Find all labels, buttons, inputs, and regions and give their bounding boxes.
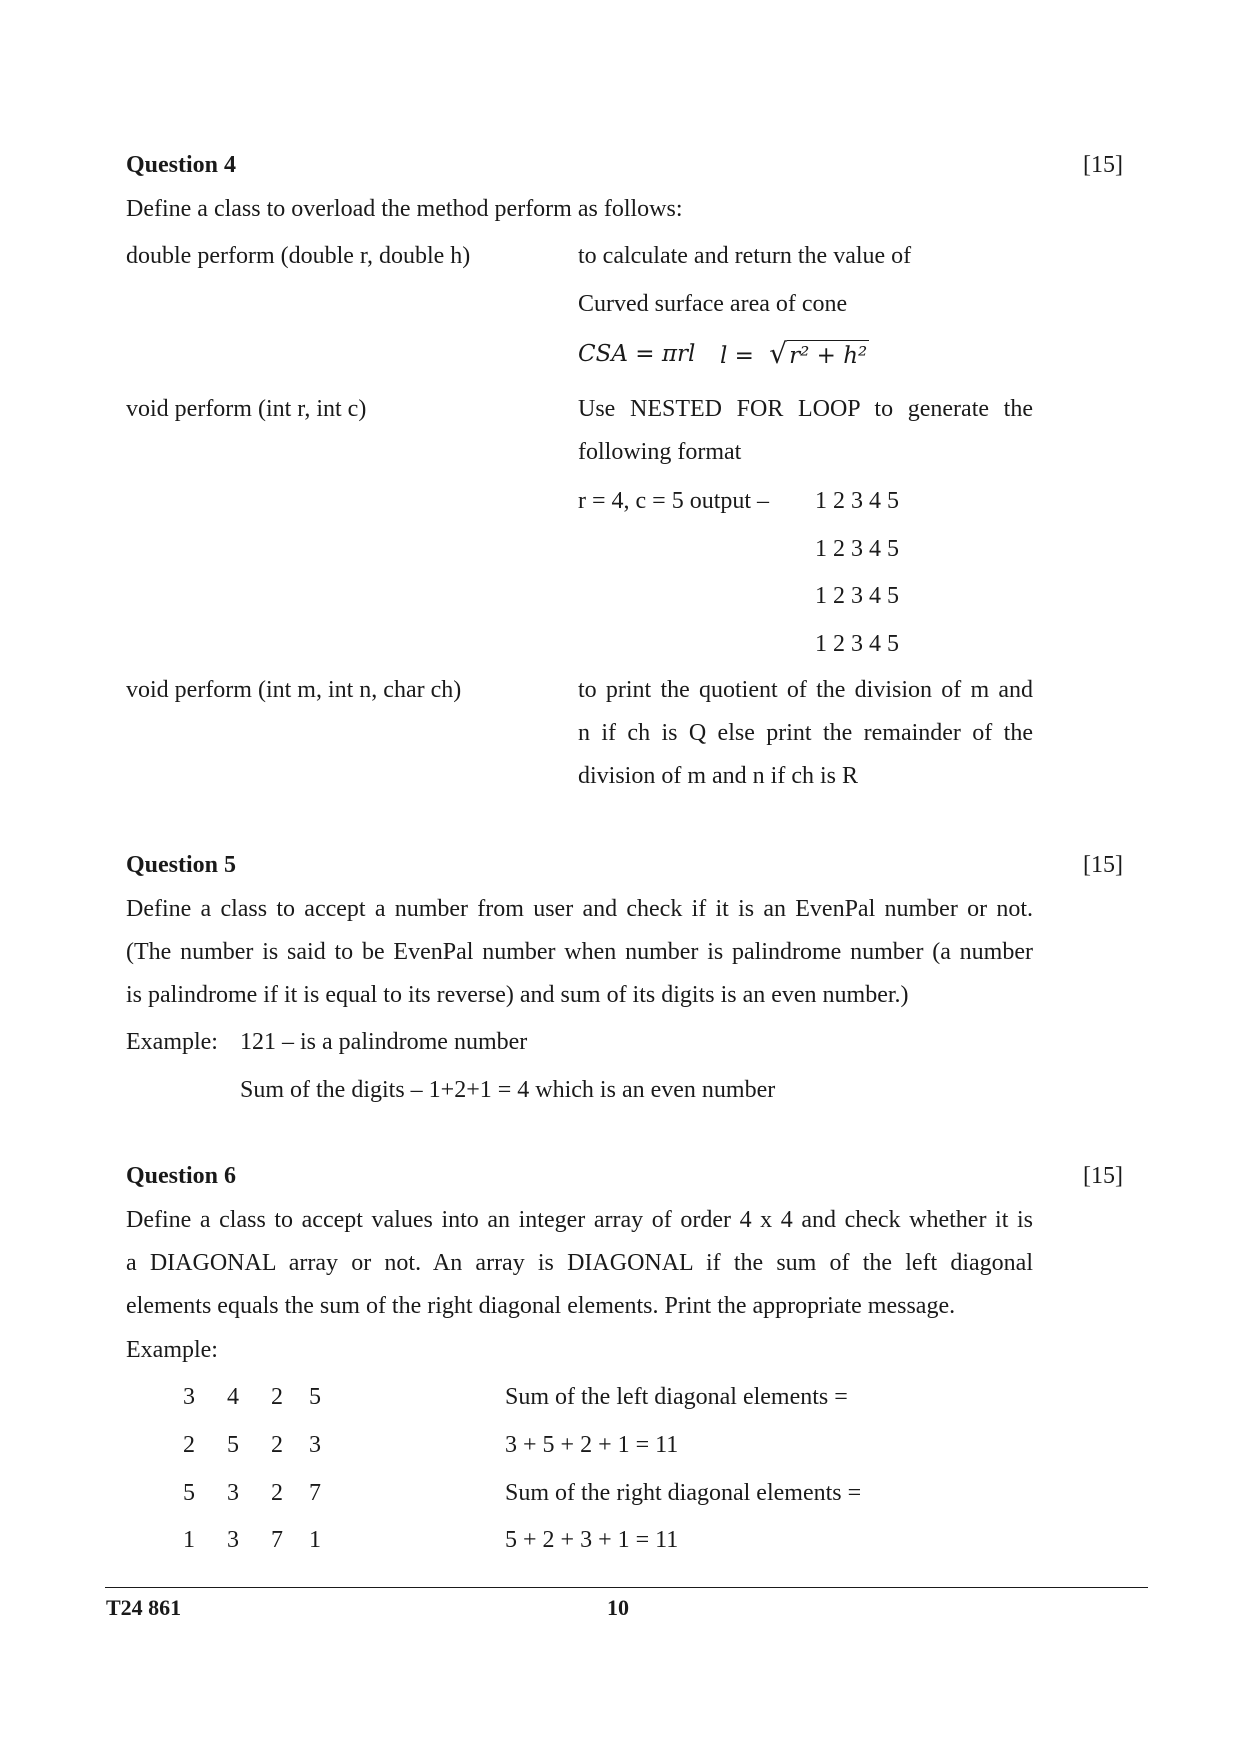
question-6-example-label: Example: (126, 1337, 218, 1363)
page-number: 10 (607, 1595, 629, 1620)
method-2-signature: void perform (int r, int c) (126, 396, 367, 422)
slant-height-label: l = (720, 343, 754, 369)
slant-height-formula (720, 339, 869, 371)
matrix-cell: 2 (271, 1480, 283, 1506)
matrix-cell: 4 (227, 1384, 239, 1410)
radicand: r² + h² (787, 340, 869, 369)
matrix-cell: 2 (183, 1432, 195, 1458)
matrix-cell: 5 (227, 1432, 239, 1458)
method-1-desc-line-1: to calculate and return the value of (578, 243, 912, 269)
output-row: 1 2 3 4 5 (815, 583, 899, 609)
matrix-cell: 3 (227, 1527, 239, 1553)
left-diagonal-label: Sum of the left diagonal elements = (505, 1384, 848, 1410)
right-diagonal-label: Sum of the right diagonal elements = (505, 1480, 862, 1506)
left-diagonal-sum: 3 + 5 + 2 + 1 = 11 (505, 1432, 679, 1458)
question-5-example-line-2: Sum of the digits – 1+2+1 = 4 which is an even number (240, 1077, 776, 1103)
output-row: 1 2 3 4 5 (815, 488, 899, 514)
matrix-cell: 3 (227, 1480, 239, 1506)
question-5-line-2: (The number is said to be EvenPal number when number is palindrome number (a number (126, 939, 1033, 965)
matrix-cell: 5 (183, 1480, 195, 1506)
paper-code: T24 861 (106, 1595, 182, 1620)
question-5-example-label: Example: (126, 1029, 218, 1055)
csa-formula: CSA = πrl (578, 341, 696, 367)
question-4-intro: Define a class to overload the method perform as follows: (126, 196, 683, 222)
footer-divider (105, 1587, 1148, 1588)
matrix-cell: 2 (271, 1384, 283, 1410)
question-6-line-2: a DIAGONAL array or not. An array is DIAGONAL if the sum of the left diagonal (126, 1250, 1033, 1276)
method-2-desc-line-2: following format (578, 439, 742, 465)
method-1-signature: double perform (double r, double h) (126, 243, 471, 269)
method-2-desc-line-1: Use NESTED FOR LOOP to generate the (578, 396, 1033, 422)
question-5-line-3: is palindrome if it is equal to its reverse) and sum of its digits is an even number.) (126, 982, 909, 1008)
matrix-cell: 3 (183, 1384, 195, 1410)
method-1-desc-line-2: Curved surface area of cone (578, 291, 848, 317)
question-4-marks: [15] (1083, 152, 1123, 178)
square-root-symbol: √ (769, 337, 788, 370)
question-6-line-1: Define a class to accept values into an integer array of order 4 x 4 and check whether it is (126, 1207, 1033, 1233)
question-5-line-1: Define a class to accept a number from user and check if it is an EvenPal number or not. (126, 896, 1033, 922)
matrix-cell: 7 (271, 1527, 283, 1553)
matrix-cell: 2 (271, 1432, 283, 1458)
question-6-title: Question 6 (126, 1163, 237, 1189)
matrix-cell: 1 (183, 1527, 195, 1553)
matrix-cell: 5 (309, 1384, 321, 1410)
method-3-desc-line-1: to print the quotient of the division of m and (578, 677, 1033, 703)
question-5-title: Question 5 (126, 852, 237, 878)
output-row: 1 2 3 4 5 (815, 631, 899, 657)
matrix-cell: 7 (309, 1480, 321, 1506)
question-6-marks: [15] (1083, 1163, 1123, 1189)
question-5-example-line-1: 121 – is a palindrome number (240, 1029, 528, 1055)
output-row: 1 2 3 4 5 (815, 536, 899, 562)
question-4-title: Question 4 (126, 152, 237, 178)
matrix-cell: 3 (309, 1432, 321, 1458)
method-3-desc-line-2: n if ch is Q else print the remainder of the (578, 720, 1033, 746)
matrix-cell: 1 (309, 1527, 321, 1553)
right-diagonal-sum: 5 + 2 + 3 + 1 = 11 (505, 1527, 679, 1553)
method-2-example-label: r = 4, c = 5 output – (578, 488, 770, 514)
question-5-marks: [15] (1083, 852, 1123, 878)
question-6-line-3: elements equals the sum of the right diagonal elements. Print the appropriate message. (126, 1293, 956, 1319)
method-3-desc-line-3: division of m and n if ch is R (578, 763, 858, 789)
method-3-signature: void perform (int m, int n, char ch) (126, 677, 462, 703)
